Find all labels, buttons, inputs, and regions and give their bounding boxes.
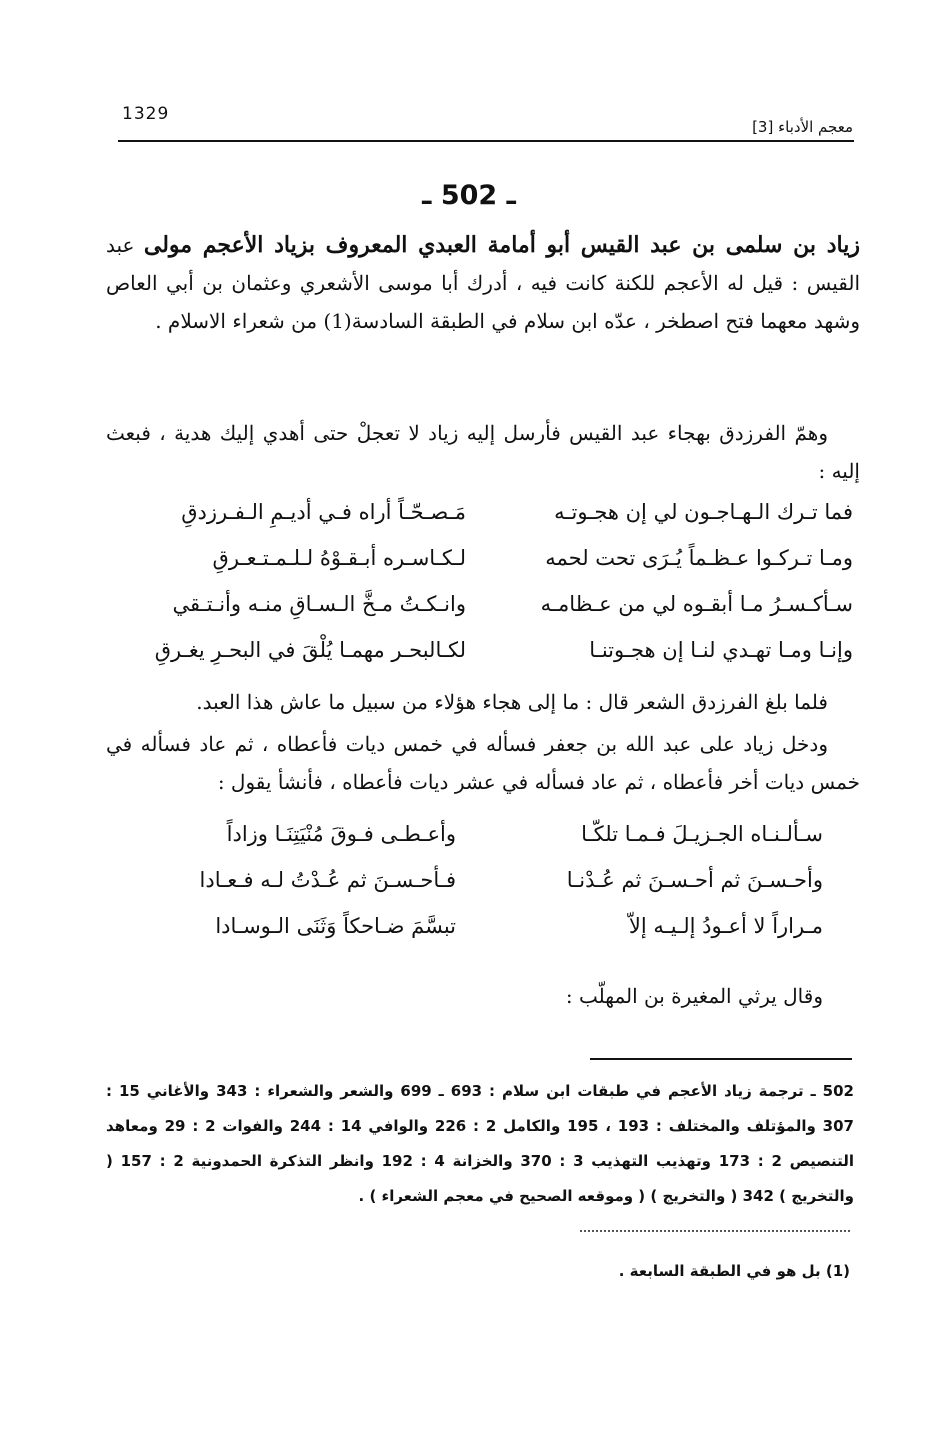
verse-second-hemistich: لكـالبحـر مهمـا يُلْقَ في البحـرِ يغـرقِ bbox=[154, 638, 466, 662]
footnote-sources: 502 ـ ترجمة زياد الأعجم في طبقات ابن سلام : 693 ـ 699 والشعر والشعراء : 343 والأغاني 15 : 307 والمؤتلف والمختلف : 193 ، 195 والكامل 2 : 226 والوافي 14 : 244 والفوات 2 : 29 ومعاهد التنصيص 2 : 173 وتهذيب التهذيب 3 : 370 والخزانة 4 : 192 وانظر التذكرة الحمدونية 2 : 157 ( والتخريج ) 342 ( والتخريج ) ( وموقعه الصحيح في معجم الشعراء ) . bbox=[106, 1082, 854, 1205]
footnote-1: (1) بل هو في الطبقة السابعة . bbox=[618, 1262, 850, 1280]
verse-second-hemistich: فـأحـسـنَ ثم عُـدْتُ لـه فـعـادا bbox=[199, 868, 456, 892]
verse-first-hemistich: وإنـا ومـا تهـدي لنـا إن هجـوتنـا bbox=[589, 638, 853, 662]
paragraph-abdullah: ودخل زياد على عبد الله بن جعفر فسأله في خمس ديات فأعطاه ، ثم عاد فسأله في خمس ديات أخر فأعطاه ، ثم عاد فسأله في عشر ديات فأعطاه ، فأنشأ يقول : bbox=[106, 732, 860, 794]
header-rule bbox=[118, 140, 854, 142]
footnote-separator bbox=[580, 1230, 850, 1232]
verse-first-hemistich: ومـا تـركـوا عـظـماً يُـرَى تحت لحمه bbox=[545, 546, 853, 570]
paragraph-biography bbox=[106, 226, 860, 340]
verse-second-hemistich: مَـصـحّـاً أراه فـي أديـمِ الـفـرزدقِ bbox=[181, 500, 466, 524]
verse-first-hemistich: فما تـرك الـهـاجـون لي إن هجـوتـه bbox=[554, 500, 853, 524]
paragraph-farazdaq: وهمّ الفرزدق بهجاء عبد القيس فأرسل إليه زياد لا تعجلْ حتى أهدي إليك هدية ، فبعث إليه : bbox=[106, 421, 860, 483]
book-title: معجم الأدباء [3] bbox=[752, 118, 853, 136]
verse-second-hemistich: وانـكـتُ مـخَّ الـسـاقِ منـه وأنـتـقي bbox=[172, 592, 466, 616]
verse-first-hemistich: سـألـنـاه الجـزيـلَ فـمـا تلكّـا bbox=[581, 822, 823, 846]
paragraph-text: عبد القيس : قيل له الأعجم للكنة كانت فيه ، أدرك أبا موسى الأشعري وعثمان بن أبي العاص وشهد معهما فتح اصطخر ، عدّه ابن سلام في الطبقة السادسة(1) من شعراء الاسلام . bbox=[106, 233, 860, 333]
verse-first-hemistich: وأحـسـنَ ثم أحـسـنَ ثم عُـدْنـا bbox=[566, 868, 823, 892]
footnote-rule bbox=[590, 1058, 852, 1060]
verse-second-hemistich: وأعـطـى فـوقَ مُنْيَتِنَـا وزاداً bbox=[226, 822, 456, 846]
verse-first-hemistich: مـراراً لا أعـودُ إلـيـه إلاّ bbox=[628, 914, 823, 938]
page-number: 1329 bbox=[122, 104, 170, 124]
verse-first-hemistich: سـأكـسـرُ مـا أبقـوه لي من عـظامـه bbox=[540, 592, 853, 616]
verse-second-hemistich: تبسَّمَ ضـاحكاً وَثَنَى الـوسـادا bbox=[215, 914, 456, 938]
verse-second-hemistich: لـكـاسـره أبـقـوْهُ لـلـمـتـعـرقِ bbox=[212, 546, 466, 570]
paragraph-farazdaq-reaction: فلما بلغ الفرزدق الشعر قال : ما إلى هجاء هؤلاء من سبيل ما عاش هذا العبد. bbox=[196, 690, 828, 714]
paragraph-elegy-intro: وقال يرثي المغيرة بن المهلّب : bbox=[565, 984, 823, 1008]
entry-number: ـ 502 ـ bbox=[422, 180, 516, 211]
paragraph-lead: زياد بن سلمى بن عبد القيس أبو أمامة العبدي المعروف بزياد الأعجم مولى bbox=[143, 232, 860, 258]
